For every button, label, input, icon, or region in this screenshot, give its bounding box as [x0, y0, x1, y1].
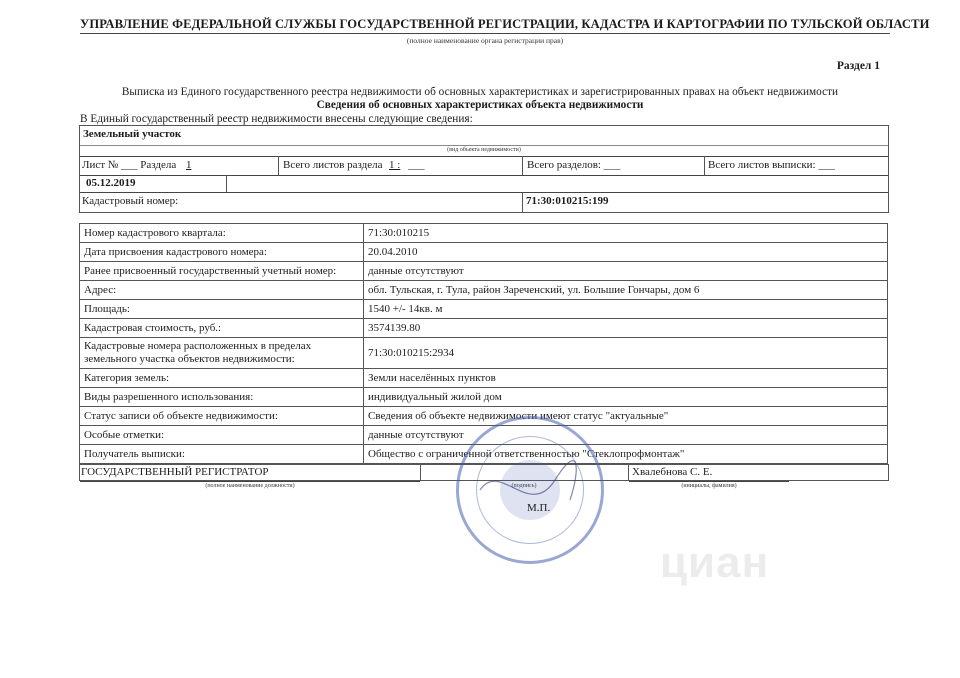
object-type-caption: (вид объекта недвижимости) — [447, 147, 521, 153]
watermark: циан — [660, 538, 770, 587]
total-sheets-value: 1 : — [389, 159, 401, 171]
row-label: Категория земель: — [80, 369, 364, 388]
table-row — [80, 388, 888, 407]
row-value: Земли населённых пунктов — [364, 369, 888, 388]
cadastral-number-value: 71:30:010215:199 — [526, 195, 609, 207]
extract-subtitle: Сведения об основных характеристиках объекта недвижимости — [316, 99, 644, 111]
row-label: Виды разрешенного использования: — [80, 388, 364, 407]
position-caption: (полное наименование должности) — [205, 483, 295, 489]
cadastral-number-label: Кадастровый номер: — [82, 195, 179, 207]
row-value: индивидуальный жилой дом — [364, 388, 888, 407]
divider — [80, 156, 888, 157]
row-label: Ранее присвоенный государственный учетный номер: — [80, 262, 364, 281]
row-label: Получатель выписки: — [80, 445, 364, 464]
row-value: 71:30:010215 — [364, 224, 888, 243]
table-row — [80, 369, 888, 388]
sign-caption: (подпись) — [511, 483, 537, 489]
signature-scribble — [460, 420, 600, 560]
section-label: Раздел 1 — [836, 60, 880, 72]
row-label: Номер кадастрового квартала: — [80, 224, 364, 243]
row-value: 3574139.80 — [364, 319, 888, 338]
row-value: 1540 +/- 14кв. м — [364, 300, 888, 319]
divider — [226, 175, 227, 192]
intro-text: В Единый государственный реестр недвижимости внесены следующие сведения: — [80, 113, 473, 125]
mp-mark: М.П. — [527, 502, 551, 514]
row-value: 71:30:010215:2934 — [364, 338, 888, 369]
divider — [80, 481, 420, 482]
divider — [420, 464, 421, 481]
row-value: 20.04.2010 — [364, 243, 888, 262]
blank-line: ___ — [408, 159, 425, 171]
table-row — [80, 281, 888, 300]
table-row — [80, 300, 888, 319]
row-value: данные отсутствуют — [364, 262, 888, 281]
table-row — [80, 224, 888, 243]
row-label: Площадь: — [80, 300, 364, 319]
registrar-name: Хвалебнова С. Е. — [632, 466, 713, 478]
row-value: Общество с ограниченной ответственностью "Стеклопрофмонтаж" — [364, 445, 888, 464]
organ-title: УПРАВЛЕНИЕ ФЕДЕРАЛЬНОЙ СЛУЖБЫ ГОСУДАРСТВЕННОЙ РЕГИСТРАЦИИ, КАДАСТРА И КАРТОГРАФИИ ПО ТУЛЬСКОЙ ОБЛАСТИ — [80, 17, 930, 31]
row-value: данные отсутствуют — [364, 426, 888, 445]
divider — [522, 192, 523, 212]
registrar-position: ГОСУДАРСТВЕННЫЙ РЕГИСТРАТОР — [81, 466, 269, 478]
row-label: Адрес: — [80, 281, 364, 300]
divider — [80, 175, 888, 176]
total-sections: Всего разделов: ___ — [527, 159, 621, 171]
divider — [704, 156, 705, 175]
table-row — [80, 338, 888, 369]
sheet-number: 1 — [186, 159, 192, 171]
row-value: обл. Тульская, г. Тула, район Зареченский, ул. Большие Гончары, дом 6 — [364, 281, 888, 300]
divider — [80, 33, 890, 34]
total-extract-sheets: Всего листов выписки: ___ — [708, 159, 835, 171]
total-sheets-label: Всего листов раздела — [283, 159, 383, 171]
divider — [278, 156, 279, 175]
divider — [80, 145, 888, 146]
sheet-label: Лист № ___ Раздела — [82, 159, 177, 171]
extract-title: Выписка из Единого государственного реестра недвижимости об основных характеристиках и зарегистрированных правах на объект недвижимости — [121, 86, 839, 98]
row-label: Кадастровая стоимость, руб.: — [80, 319, 364, 338]
table-row — [80, 262, 888, 281]
row-label: Статус записи об объекте недвижимости: — [80, 407, 364, 426]
extract-date: 05.12.2019 — [86, 177, 136, 189]
divider — [629, 481, 789, 482]
divider — [628, 464, 629, 481]
divider — [522, 156, 523, 175]
object-type: Земельный участок — [83, 128, 182, 140]
table-row — [80, 243, 888, 262]
row-label: Кадастровые номера расположенных в пределах земельного участка объектов недвижимости: — [80, 338, 364, 369]
row-label: Дата присвоения кадастрового номера: — [80, 243, 364, 262]
name-caption: (инициалы, фамилия) — [681, 483, 737, 489]
table-row — [80, 319, 888, 338]
divider — [80, 192, 888, 193]
row-label: Особые отметки: — [80, 426, 364, 445]
organ-caption: (полное наименование органа регистрации прав) — [406, 36, 564, 45]
row-value: Сведения об объекте недвижимости имеют статус "актуальные" — [364, 407, 888, 426]
